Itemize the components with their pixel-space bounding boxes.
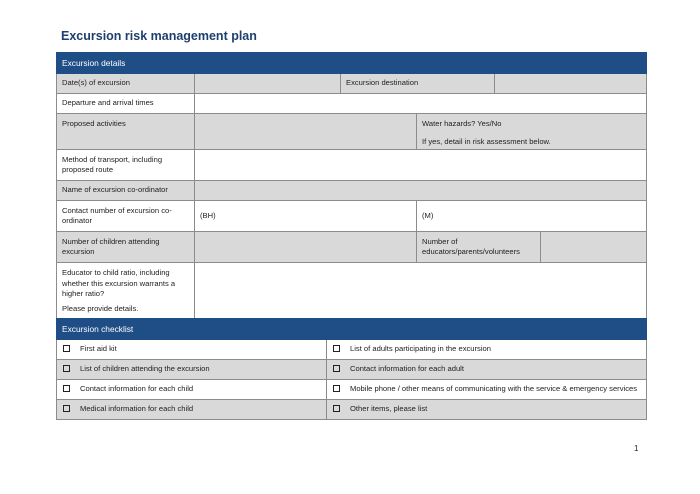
destination-label: Excursion destination xyxy=(341,74,495,94)
checklist-header: Excursion checklist xyxy=(57,319,647,340)
checkbox[interactable] xyxy=(333,405,340,412)
transport-field[interactable] xyxy=(195,150,647,181)
water-hazards-cell xyxy=(417,114,647,150)
transport-row xyxy=(57,150,647,181)
dates-row xyxy=(57,74,647,94)
water-hazards-label: Water hazards? Yes/No xyxy=(422,119,502,128)
checklist-item: List of adults participating in the excursion xyxy=(327,340,647,360)
checklist-item: Contact information for each adult xyxy=(327,360,647,380)
transport-label: Method of transport, including proposed route xyxy=(57,150,195,181)
checkbox[interactable] xyxy=(333,365,340,372)
checkbox[interactable] xyxy=(63,405,70,412)
contact-label: Contact number of excursion co-ordinator xyxy=(57,201,195,232)
mobile-field[interactable]: (M) xyxy=(417,201,647,232)
checklist-item: Contact information for each child xyxy=(57,380,327,400)
times-label: Departure and arrival times xyxy=(57,94,195,114)
bh-field[interactable]: (BH) xyxy=(195,201,417,232)
checklist-row xyxy=(57,360,647,380)
page-title: Excursion risk management plan xyxy=(61,29,257,43)
checklist-item: Medical information for each child xyxy=(57,400,327,420)
coordinator-row xyxy=(57,181,647,201)
dates-field[interactable] xyxy=(195,74,341,94)
times-row xyxy=(57,94,647,114)
details-header: Excursion details xyxy=(57,53,647,74)
excursion-details-table xyxy=(56,52,647,319)
adults-field[interactable] xyxy=(541,232,647,263)
ratio-note: Please provide details. xyxy=(62,303,139,313)
ratio-cell xyxy=(57,263,195,319)
details-header-row xyxy=(57,53,647,74)
checklist-row xyxy=(57,340,647,360)
checklist-header-row xyxy=(57,319,647,340)
checklist-item: First aid kit xyxy=(57,340,327,360)
checkbox[interactable] xyxy=(63,345,70,352)
checkbox[interactable] xyxy=(63,365,70,372)
checklist-row xyxy=(57,400,647,420)
ratio-row xyxy=(57,263,647,319)
children-field[interactable] xyxy=(195,232,417,263)
contact-row xyxy=(57,201,647,232)
checklist-item: List of children attending the excursion xyxy=(57,360,327,380)
checklist-row xyxy=(57,380,647,400)
activities-field[interactable] xyxy=(195,114,417,150)
checklist-item: Mobile phone / other means of communicating with the service & emergency services xyxy=(327,380,647,400)
page-number: 1 xyxy=(634,444,639,453)
coordinator-field[interactable] xyxy=(195,181,647,201)
checkbox[interactable] xyxy=(333,345,340,352)
times-field[interactable] xyxy=(195,94,647,114)
children-label: Number of children attending excursion xyxy=(57,232,195,263)
numbers-row xyxy=(57,232,647,263)
coordinator-label: Name of excursion co-ordinator xyxy=(57,181,195,201)
excursion-checklist-table xyxy=(56,318,647,420)
checkbox[interactable] xyxy=(63,385,70,392)
dates-label: Date(s) of excursion xyxy=(57,74,195,94)
water-hazards-note: If yes, detail in risk assessment below. xyxy=(422,136,551,146)
activities-label: Proposed activities xyxy=(57,114,195,150)
adults-label: Number of educators/parents/volunteers xyxy=(417,232,541,263)
checklist-item: Other items, please list xyxy=(327,400,647,420)
checkbox[interactable] xyxy=(333,385,340,392)
ratio-field[interactable] xyxy=(195,263,647,319)
ratio-label: Educator to child ratio, including whether this excursion warrants a higher ratio? xyxy=(62,268,176,298)
activities-row xyxy=(57,114,647,150)
destination-field[interactable] xyxy=(495,74,647,94)
